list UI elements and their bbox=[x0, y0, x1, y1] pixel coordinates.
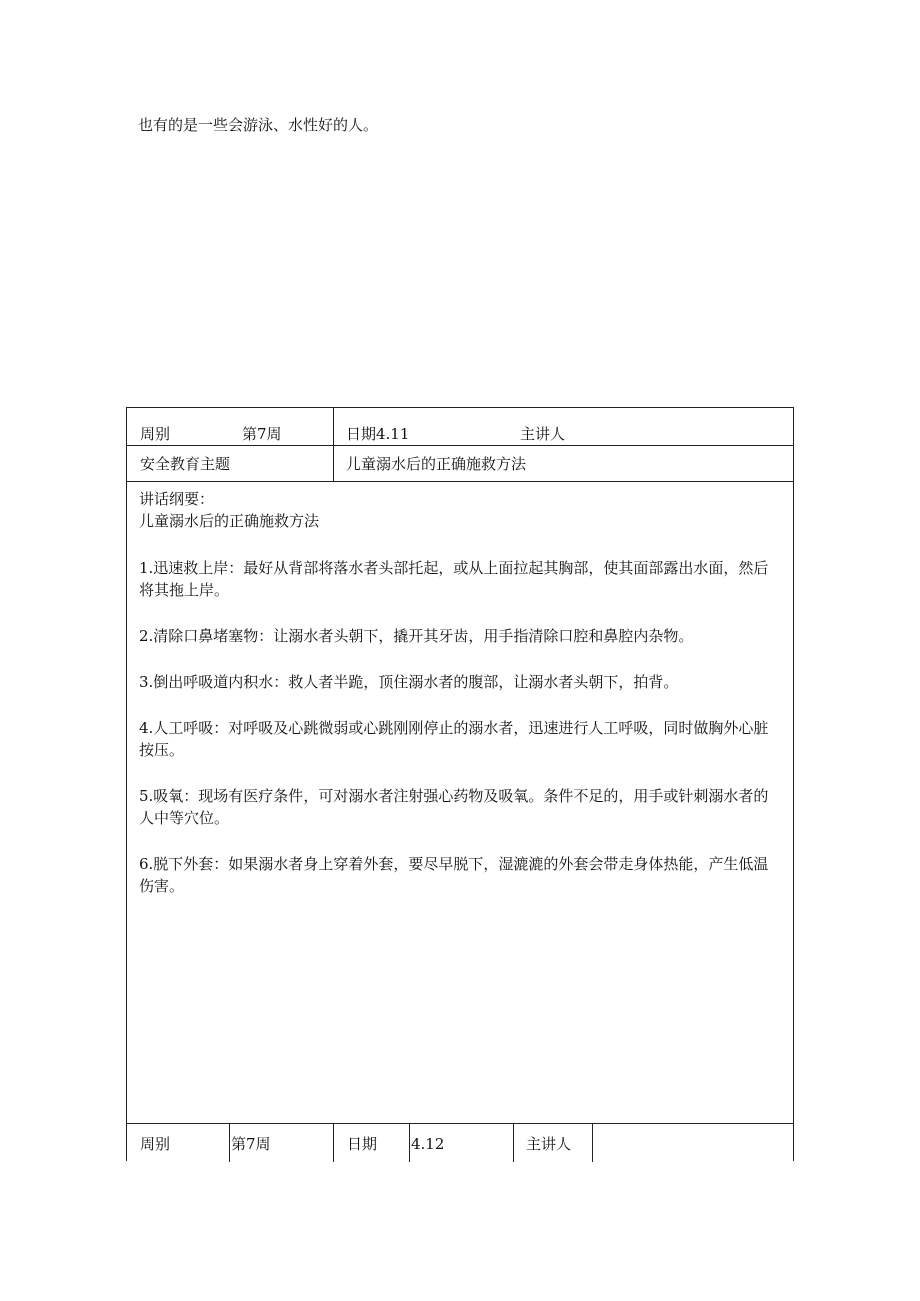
next-date-value: 4.12 bbox=[411, 1135, 445, 1153]
header-row bbox=[127, 408, 793, 446]
outline-heading: 讲话纲要： bbox=[139, 490, 215, 508]
week-label: 周别 bbox=[140, 425, 171, 443]
outline-step-6: 6.脱下外套：如果溺水者身上穿着外套，要尽早脱下，湿漉漉的外套会带走身体热能，产生低温伤害。 bbox=[139, 855, 769, 895]
outline-step-4: 4.人工呼吸：对呼吸及心跳微弱或心跳刚刚停止的溺水者，迅速进行人工呼吸，同时做胸外心脏按压。 bbox=[139, 719, 769, 759]
next-header-row bbox=[127, 1124, 793, 1162]
next-speaker-label: 主讲人 bbox=[526, 1135, 572, 1153]
topic-label: 安全教育主题 bbox=[140, 455, 231, 473]
outline-step-2: 2.清除口鼻堵塞物：让溺水者头朝下，撬开其牙齿，用手指清除口腔和鼻腔内杂物。 bbox=[139, 627, 694, 645]
column-divider bbox=[333, 408, 334, 445]
column-divider bbox=[333, 1124, 334, 1162]
date-label: 日期4.11 bbox=[346, 425, 410, 443]
column-divider bbox=[592, 1124, 593, 1162]
speaker-label: 主讲人 bbox=[520, 425, 566, 443]
column-divider bbox=[513, 1124, 514, 1162]
safety-education-table bbox=[126, 407, 794, 1161]
outline-row bbox=[127, 482, 793, 1124]
topic-row bbox=[127, 446, 793, 482]
next-week-value: 第7周 bbox=[231, 1135, 271, 1153]
column-divider bbox=[229, 1124, 230, 1162]
outline-step-3: 3.倒出呼吸道内积水：救人者半跪，顶住溺水者的腹部，让溺水者头朝下，拍背。 bbox=[139, 673, 679, 691]
outline-content bbox=[139, 488, 783, 897]
topic-value: 儿童溺水后的正确施救方法 bbox=[346, 455, 527, 473]
outline-step-1: 1.迅速救上岸：最好从背部将落水者头部托起，或从上面拉起其胸部，使其面部露出水面，然后将其拖上岸。 bbox=[139, 559, 769, 599]
column-divider bbox=[333, 446, 334, 481]
week-value: 第7周 bbox=[242, 425, 282, 443]
outline-title: 儿童溺水后的正确施救方法 bbox=[139, 512, 320, 530]
outline-step-5: 5.吸氧：现场有医疗条件，可对溺水者注射强心药物及吸氧。条件不足的，用手或针刺溺水者的人中等穴位。 bbox=[139, 787, 769, 827]
column-divider bbox=[409, 1124, 410, 1162]
next-date-label: 日期 bbox=[347, 1135, 378, 1153]
next-week-label: 周别 bbox=[140, 1135, 171, 1153]
intro-paragraph: 也有的是一些会游泳、水性好的人。 bbox=[138, 116, 379, 134]
